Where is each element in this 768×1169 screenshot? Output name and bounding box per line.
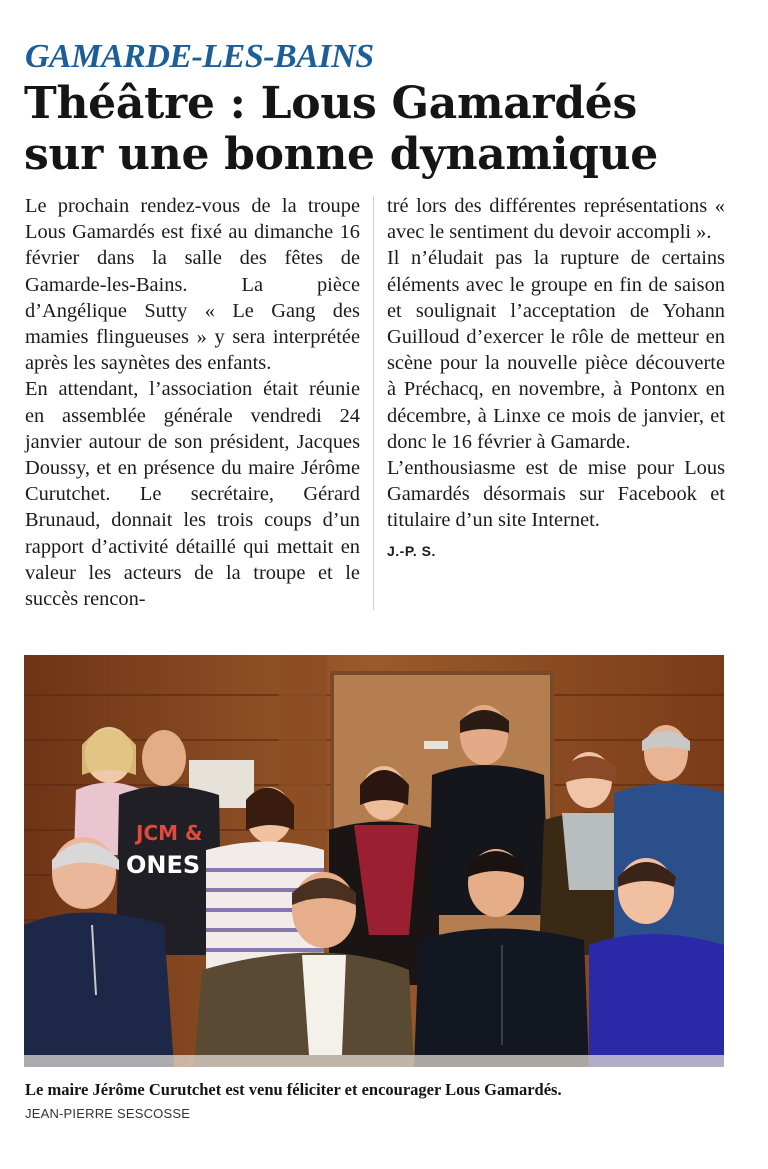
article-column-2 <box>387 193 725 564</box>
shirt-text-top: JCM & <box>136 821 203 845</box>
group-photo <box>24 655 724 1067</box>
paragraph-1: Le prochain rendez-vous de la troupe Lous Gamardés est fixé au dimanche 16 février dans la salle des fêtes de Gamarde-les-Bains. La pièce d’Angélique Sutty « Le Gang des mamies flingueuses » y sera interprétée après les saynètes des enfants. <box>25 195 360 375</box>
section-kicker: GAMARDE-LES-BAINS <box>25 38 374 75</box>
shirt-text-bottom: ONES <box>126 851 201 879</box>
paragraph-2: En attendant, l’association était réunie en assemblée générale vendredi 24 janvier autour de son président, Jacques Doussy, et en présence du maire Jérôme Curutchet. Le secrétaire, Gérard Brunaud, donnait les trois coups d’un rapport d’activité détaillé qui mettait en valeur les acteurs de la troupe et le succès rencon- <box>25 378 360 611</box>
headline-line-2: sur une bonne dynamique <box>24 129 658 180</box>
paragraph-2-continued: tré lors des différentes représentations « avec le sentiment du devoir accompli ». <box>387 195 725 244</box>
paragraph-3: Il n’éludait pas la rupture de certains éléments avec le groupe en fin de saison et soulignait l’acceptation de Yohann Guilloud d’exercer le rôle de metteur en scène pour la nouvelle pièce découverte à Préchacq, en novembre, à Pontonx en décembre, à Linxe ce mois de janvier, et donc le 16 février à Gamarde. <box>387 247 725 453</box>
headline-line-1: Théâtre : Lous Gamardés <box>24 78 637 129</box>
paragraph-4: L’enthousiasme est de mise pour Lous Gamardés désormais sur Facebook et titulaire d’un site Internet. <box>387 457 725 532</box>
column-divider <box>373 196 374 610</box>
headline <box>24 78 744 180</box>
photo-credit: JEAN-PIERRE SESCOSSE <box>25 1106 191 1121</box>
author-signature: J.-P. S. <box>387 542 436 559</box>
photo-caption: Le maire Jérôme Curutchet est venu féliciter et encourager Lous Gamardés. <box>25 1080 562 1099</box>
article-column-1 <box>25 193 360 612</box>
